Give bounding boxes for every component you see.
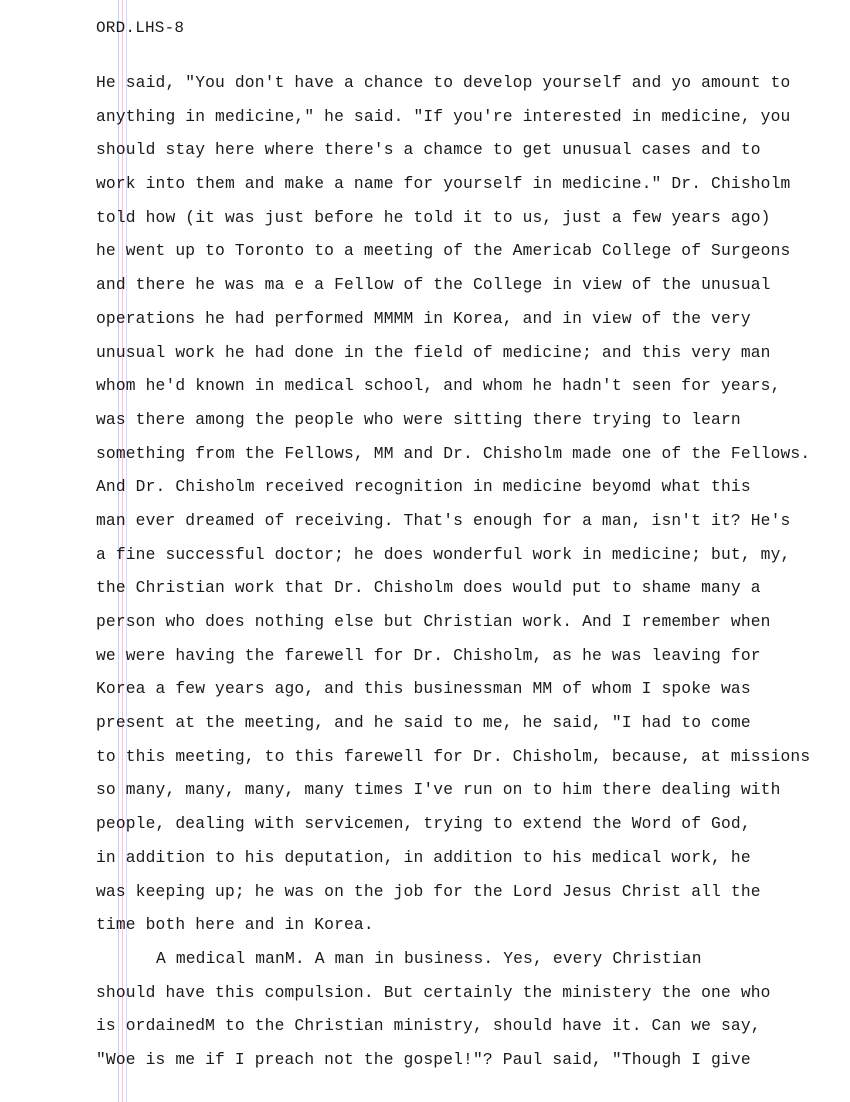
text-line: he went up to Toronto to a meeting of the Americab College of Surgeons [96, 241, 791, 261]
text-line: should stay here where there's a chamce to get unusual cases and to [96, 140, 761, 160]
text-line: And Dr. Chisholm received recognition in medicine beyomd what this [96, 477, 751, 497]
text-line: and there he was ma e a Fellow of the College in view of the unusual [96, 275, 771, 295]
body-text [96, 66, 836, 1077]
text-line: we were having the farewell for Dr. Chisholm, as he was leaving for [96, 645, 761, 665]
text-line: "Woe is me if I preach not the gospel!"? Paul said, "Though I give [96, 1049, 751, 1069]
text-line: He said, "You don't have a chance to develop yourself and yo amount to [96, 73, 791, 92]
text-line: so many, many, many, many times I've run on to him there dealing with [96, 780, 781, 800]
text-line: a fine successful doctor; he does wonderful work in medicine; but, my, [96, 544, 791, 564]
text-line: anything in medicine," he said. "If you're interested in medicine, you [96, 106, 791, 126]
text-line: present at the meeting, and he said to me, he said, "I had to come [96, 713, 751, 733]
text-line: the Christian work that Dr. Chisholm does would put to shame many a [96, 578, 761, 598]
text-line: was there among the people who were sitting there trying to learn [96, 409, 741, 429]
text-line: something from the Fellows, MM and Dr. Chisholm made one of the Fellows. [96, 443, 811, 463]
text-line: unusual work he had done in the field of medicine; and this very man [96, 342, 771, 362]
text-line: told how (it was just before he told it to us, just a few years ago) [96, 207, 771, 227]
text-line: people, dealing with servicemen, trying to extend the Word of God, [96, 814, 751, 834]
text-line: whom he'd known in medical school, and whom he hadn't seen for years, [96, 376, 781, 396]
text-line: was keeping up; he was on the job for the Lord Jesus Christ all the [96, 881, 761, 901]
text-line: is ordainedM to the Christian ministry, should have it. Can we say, [96, 1016, 761, 1036]
page-header: ORD.LHS-8 [96, 19, 185, 37]
text-line: man ever dreamed of receiving. That's enough for a man, isn't it? He's [96, 510, 791, 530]
text-line: Korea a few years ago, and this businessman MM of whom I spoke was [96, 679, 751, 699]
text-line: person who does nothing else but Christian work. And I remember when [96, 612, 771, 631]
text-line: should have this compulsion. But certainly the ministery the one who [96, 982, 771, 1002]
text-line: to this meeting, to this farewell for Dr. Chisholm, because, at missions [96, 746, 811, 766]
text-line: A medical manM. A man in business. Yes, every Christian [156, 948, 702, 968]
text-line: time both here and in Korea. [96, 915, 374, 935]
text-line: in addition to his deputation, in addition to his medical work, he [96, 847, 751, 867]
text-line: work into them and make a name for yourself in medicine." Dr. Chisholm [96, 174, 791, 194]
text-line: operations he had performed MMMM in Korea, and in view of the very [96, 308, 751, 328]
